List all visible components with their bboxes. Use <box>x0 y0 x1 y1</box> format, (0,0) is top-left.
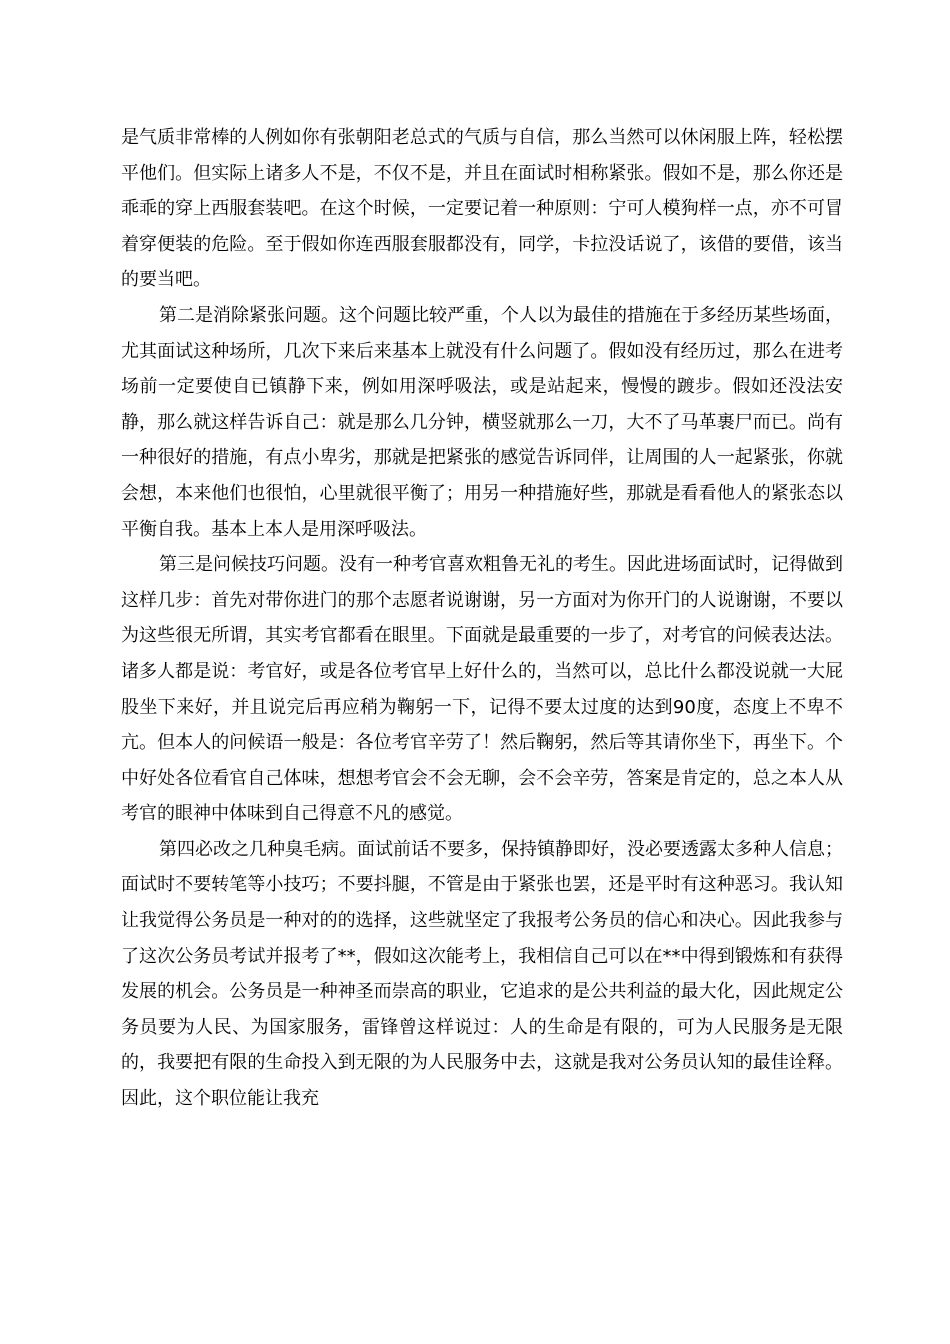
document-page <box>121 120 843 1117</box>
paragraph-1: 是气质非常棒的人例如你有张朝阳老总式的气质与自信，那么当然可以休闲服上阵，轻松摆平他们。但实际上诸多人不是，不仅不是，并且在面试时相称紧张。假如不是，那么你还是乖乖的穿上西服套装吧。在这个时候，一定要记着一种原则：宁可人模狗样一点，亦不可冒着穿便装的危险。至于假如你连西服套服都没有，同学，卡拉没话说了，该借的要借，该当的要当吧。 <box>121 127 843 291</box>
paragraph-2: 第二是消除紧张问题。这个问题比较严重，个人以为最佳的措施在于多经历某些场面，尤其面试这种场所，几次下来后来基本上就没有什么问题了。假如没有经历过，那么在进考场前一定要使自已镇静下来，例如用深呼吸法，或是站起来，慢慢的踱步。假如还没法安静，那么就这样告诉自己：就是那么几分钟，横竖就那么一刀，大不了马革裹尸而已。尚有一种很好的措施，有点小卑劣，那就是把紧张的感觉告诉同伴，让周围的人一起紧张，你就会想，本来他们也很怕，心里就很平衡了；用另一种措施好些，那就是看看他人的紧张态以平衡自我。基本上本人是用深呼吸法。 <box>121 304 843 540</box>
paragraph-3: 第三是问候技巧问题。没有一种考官喜欢粗鲁无礼的考生。因此进场面试时，记得做到这样几步：首先对带你进门的那个志愿者说谢谢，另一方面对为你开门的人说谢谢，不要以为这些很无所谓，其实考官都看在眼里。下面就是最重要的一步了，对考官的问候表达法。诸多人都是说：考官好，或是各位考官早上好什么的，当然可以，总比什么都没说就一大屁股坐下来好，并且说完后再应稍为鞠躬一下，记得不要太过度的达到90度，态度上不卑不亢。但本人的问候语一般是：各位考官辛劳了！然后鞠躬，然后等其请你坐下，再坐下。个中好处各位看官自己体味，想想考官会不会无聊，会不会辛劳，答案是肯定的，总之本人从考官的眼神中体味到自己得意不凡的感觉。 <box>121 554 843 825</box>
paragraph-4: 第四必改之几种臭毛病。面试前话不要多，保持镇静即好，没必要透露太多种人信息；面试时不要转笔等小技巧；不要抖腿，不管是由于紧张也罢，还是平时有这种恶习。我认知让我觉得公务员是一种对的的选择，这些就坚定了我报考公务员的信心和决心。因此我参与了这次公务员考试并报考了**，假如这次能考上，我相信自己可以在**中得到锻炼和有获得发展的机会。公务员是一种神圣而崇高的职业，它追求的是公共利益的最大化，因此规定公务员要为人民、为国家服务，雷锋曾这样说过：人的生命是有限的，可为人民服务是无限的，我要把有限的生命投入到无限的为人民服务中去，这就是我对公务员认知的最佳诠释。因此，这个职位能让我充 <box>121 838 843 1110</box>
